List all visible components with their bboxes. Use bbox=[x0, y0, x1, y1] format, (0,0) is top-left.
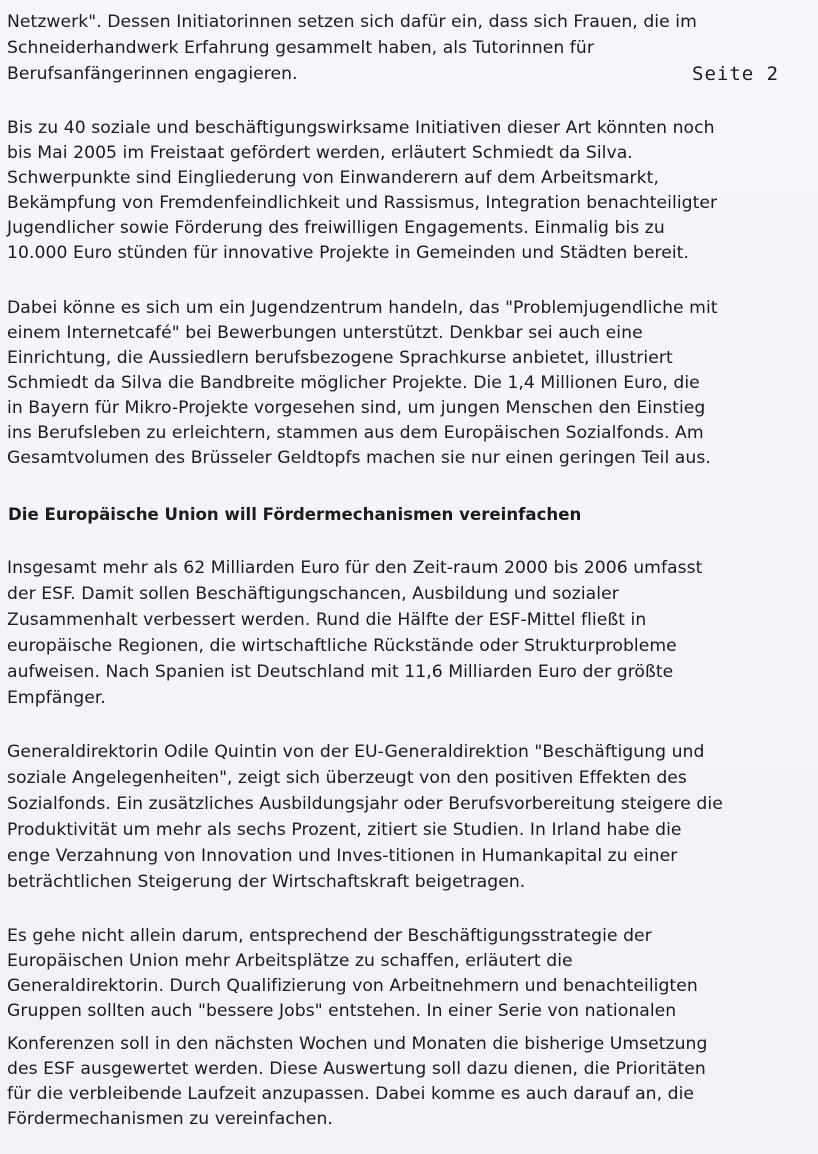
text-line: Jugendlicher sowie Förderung des freiwilligen Engagements. Einmalig bis zu bbox=[7, 218, 665, 238]
text-line: Schneiderhandwerk Erfahrung gesammelt haben, als Tutorinnen für bbox=[7, 38, 594, 58]
text-line: Generaldirektorin Odile Quintin von der EU-Generaldirektion "Beschäftigung und bbox=[7, 742, 705, 762]
text-line: Konferenzen soll in den nächsten Wochen und Monaten die bisherige Umsetzung bbox=[7, 1034, 708, 1054]
text-line: soziale Angelegenheiten", zeigt sich überzeugt von den positiven Effekten des bbox=[7, 768, 687, 788]
text-line: Europäischen Union mehr Arbeitsplätze zu schaffen, erläutert die bbox=[7, 951, 573, 971]
text-line: Schmiedt da Silva die Bandbreite möglicher Projekte. Die 1,4 Millionen Euro, die bbox=[7, 373, 700, 393]
text-line: Zusammenhalt verbessert werden. Rund die Hälfte der ESF-Mittel fließt in bbox=[7, 610, 647, 630]
text-line: der ESF. Damit sollen Beschäftigungschancen, Ausbildung und sozialer bbox=[7, 584, 619, 604]
text-line: Bekämpfung von Fremdenfeindlichkeit und Rassismus, Integration benachteiligter bbox=[7, 193, 718, 213]
text-line: beträchtlichen Steigerung der Wirtschaftskraft beigetragen. bbox=[7, 872, 526, 892]
text-line: bis Mai 2005 im Freistaat gefördert werden, erläutert Schmiedt da Silva. bbox=[7, 143, 633, 163]
text-line: Gruppen sollten auch "bessere Jobs" entstehen. In einer Serie von nationalen bbox=[7, 1001, 677, 1021]
text-line: 10.000 Euro stünden für innovative Projekte in Gemeinden und Städten bereit. bbox=[7, 243, 689, 263]
text-line: Einrichtung, die Aussiedlern berufsbezogene Sprachkurse anbietet, illustriert bbox=[7, 348, 673, 368]
text-line: enge Verzahnung von Innovation und Inves-titionen in Humankapital zu einer bbox=[7, 846, 678, 866]
text-line: für die verbleibende Laufzeit anzupassen. Dabei komme es auch darauf an, die bbox=[7, 1084, 695, 1104]
text-line: Fördermechanismen zu vereinfachen. bbox=[7, 1109, 333, 1129]
text-line: Generaldirektorin. Durch Qualifizierung von Arbeitnehmern und benachteiligten bbox=[7, 976, 698, 996]
text-line: in Bayern für Mikro-Projekte vorgesehen sind, um jungen Menschen den Einstieg bbox=[7, 398, 706, 418]
page-number: Seite 2 bbox=[692, 63, 780, 85]
text-line: Netzwerk". Dessen Initiatorinnen setzen sich dafür ein, dass sich Frauen, die im bbox=[7, 12, 697, 32]
text-line: Sozialfonds. Ein zusätzliches Ausbildungsjahr oder Berufsvorbereitung steigere die bbox=[7, 794, 723, 814]
text-line: Es gehe nicht allein darum, entsprechend der Beschäftigungsstrategie der bbox=[7, 926, 652, 946]
text-line: Berufsanfängerinnen engagieren. bbox=[7, 64, 298, 84]
text-line: des ESF ausgewertet werden. Diese Auswertung soll dazu dienen, die Prioritäten bbox=[7, 1059, 706, 1079]
text-line: einem Internetcafé" bei Bewerbungen unterstützt. Denkbar sei auch eine bbox=[7, 323, 643, 343]
text-line: Produktivität um mehr als sechs Prozent, zitiert sie Studien. In Irland habe die bbox=[7, 820, 682, 840]
text-line: aufweisen. Nach Spanien ist Deutschland mit 11,6 Milliarden Euro der größte bbox=[7, 662, 674, 682]
section-heading: Die Europäische Union will Fördermechanismen vereinfachen bbox=[8, 505, 582, 524]
text-line: ins Berufsleben zu erleichtern, stammen aus dem Europäischen Sozialfonds. Am bbox=[7, 423, 704, 443]
text-line: europäische Regionen, die wirtschaftliche Rückstände oder Strukturprobleme bbox=[7, 636, 677, 656]
text-line: Empfänger. bbox=[7, 688, 106, 708]
text-line: Insgesamt mehr als 62 Milliarden Euro für den Zeit-raum 2000 bis 2006 umfasst bbox=[7, 558, 703, 578]
text-line: Gesamtvolumen des Brüsseler Geldtopfs machen sie nur einen geringen Teil aus. bbox=[7, 448, 711, 468]
text-line: Bis zu 40 soziale und beschäftigungswirksame Initiativen dieser Art könnten noch bbox=[7, 118, 715, 138]
text-line: Schwerpunkte sind Eingliederung von Einwanderern auf dem Arbeitsmarkt, bbox=[7, 168, 659, 188]
text-line: Dabei könne es sich um ein Jugendzentrum handeln, das "Problemjugendliche mit bbox=[7, 298, 718, 318]
